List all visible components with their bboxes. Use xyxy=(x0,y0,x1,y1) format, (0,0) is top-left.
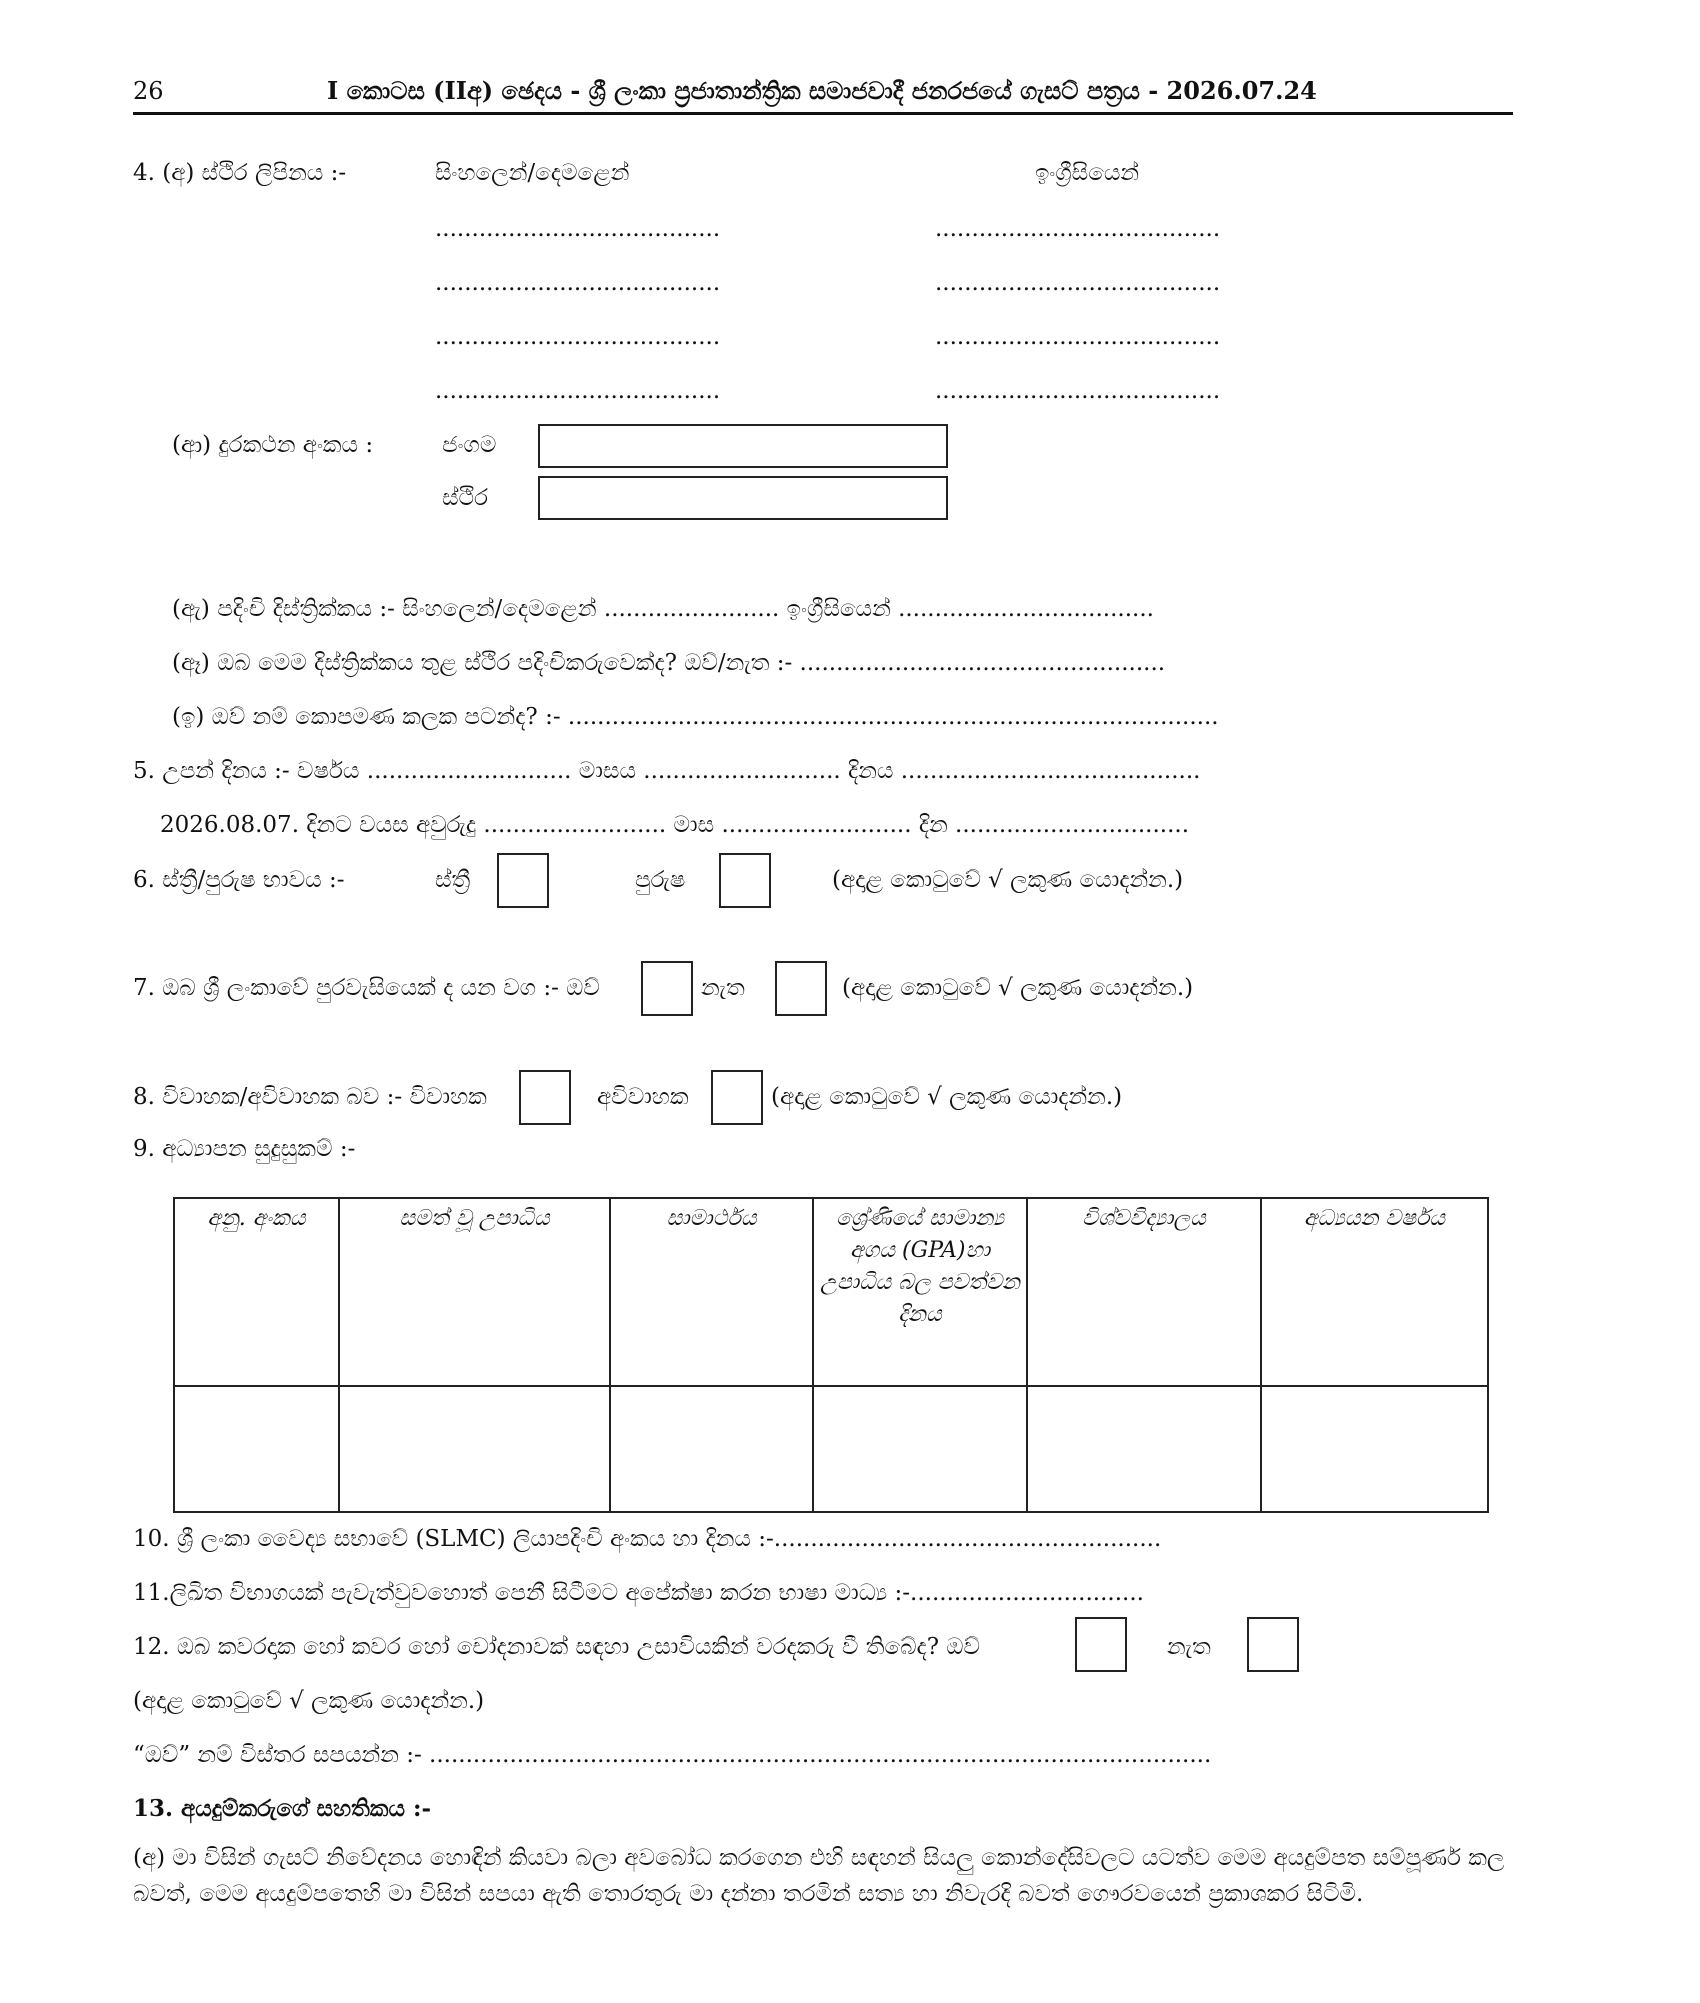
address-line-en-1[interactable]: ....................................... xyxy=(935,216,1221,242)
cell-study-year[interactable] xyxy=(1261,1386,1488,1512)
cell-university[interactable] xyxy=(1027,1386,1261,1512)
address-line-si-4[interactable]: ....................................... xyxy=(435,378,721,404)
col-degree: සමත් වූ උපාධිය xyxy=(339,1198,610,1386)
citizen-yes-checkbox[interactable] xyxy=(641,961,693,1016)
female-label: ස්ත්‍රී xyxy=(435,867,471,893)
phone-mobile-box[interactable] xyxy=(538,424,948,468)
phone-label: (ආ) දුරකථන අංකය : xyxy=(172,432,374,458)
q6-label: 6. ස්ත්‍රී/පුරුෂ භාවය :- xyxy=(133,867,345,893)
q9-label: 9. අධ්‍යාපන සුදුසුකම් :- xyxy=(133,1136,356,1162)
col-university: විශ්වවිද්‍යාලය xyxy=(1027,1198,1261,1386)
address-line-si-3[interactable]: ....................................... xyxy=(435,324,721,350)
col-serial-number: අනු. අංකය xyxy=(174,1198,339,1386)
dob-line[interactable]: 5. උපන් දිනය :- වර්ෂය ............................ මාසය ........................... දිනය ......................................... xyxy=(133,758,1201,784)
male-label: පුරුෂ xyxy=(635,867,686,893)
q4-col-sinhala: සිංහලෙන්/දෙමළෙන් xyxy=(435,160,630,186)
convicted-no-label: නැත xyxy=(1167,1634,1211,1660)
education-table xyxy=(173,1197,1489,1513)
convicted-no-checkbox[interactable] xyxy=(1247,1617,1299,1672)
district-line[interactable]: (ඇ) පදිංචි දිස්ත්‍රික්කය :- සිංහලෙන්/දෙමළෙන් ........................ ඉංග්‍රීසියෙන් ................................... xyxy=(172,596,1154,622)
page-title: I කොටස (IIඅ) ඡෙදය - ශ්‍රී ලංකා ප්‍රජාතාන්ත්‍රික සමාජවාදී ජනරජයේ ගැසට් පත්‍රය - 2026.07.24 xyxy=(327,76,1317,105)
cell-serial-number[interactable] xyxy=(174,1386,339,1512)
male-checkbox[interactable] xyxy=(719,853,771,908)
q12-note: (අදාළ කොටුවේ √ ලකුණ යොදන්න.) xyxy=(133,1688,485,1714)
q8-note: (අදාළ කොටුවේ √ ලකුණ යොදන්න.) xyxy=(771,1084,1123,1110)
address-line-si-1[interactable]: ....................................... xyxy=(435,216,721,242)
col-study-year: අධ්‍යයන වර්ෂය xyxy=(1261,1198,1488,1386)
address-line-en-4[interactable]: ....................................... xyxy=(935,378,1221,404)
address-line-si-2[interactable]: ....................................... xyxy=(435,270,721,296)
q6-note: (අදාළ කොටුවේ √ ලකුණ යොදන්න.) xyxy=(832,867,1184,893)
language-medium-line[interactable]: 11.ලිඛිත විභාගයක් පැවැත්වුවහොත් පෙනී සිටීමට අපේක්ෂා කරන භාෂා මාධ්‍ය :-................................ xyxy=(133,1580,1144,1606)
cell-pass[interactable] xyxy=(610,1386,813,1512)
education-header-row xyxy=(174,1198,1488,1386)
phone-fixed-box[interactable] xyxy=(538,476,948,520)
q4-col-english: ඉංග්‍රීසියෙන් xyxy=(1035,160,1140,186)
col-gpa-date: ශ්‍රේණියේ සාමාන්‍ය අගය (GPA)හා උපාධිය බල පවත්වන දිනය xyxy=(813,1198,1027,1386)
citizen-no-checkbox[interactable] xyxy=(775,961,827,1016)
phone-fixed-label: ස්ථිර xyxy=(442,485,488,511)
unmarried-checkbox[interactable] xyxy=(711,1070,763,1125)
unmarried-label: අවිවාහක xyxy=(597,1084,689,1110)
resident-line[interactable]: (ඈ) ඔබ මෙම දිස්ත්‍රික්කය තුළ ස්ථිර පදිංචිකරුවෙක්ද? ඔව්/නැත :- .................................................. xyxy=(172,650,1166,676)
address-line-en-2[interactable]: ....................................... xyxy=(935,270,1221,296)
slmc-line[interactable]: 10. ශ්‍රී ලංකා වෛද්‍ය සභාවේ (SLMC) ලියාපදිංචි අංකය හා දිනය :-..................................................... xyxy=(133,1526,1162,1552)
cell-gpa-date[interactable] xyxy=(813,1386,1027,1512)
q7-note: (අදාළ කොටුවේ √ ලකුණ යොදන්න.) xyxy=(842,975,1194,1001)
col-pass: සාමාර්ථය xyxy=(610,1198,813,1386)
education-entry-row xyxy=(174,1386,1488,1512)
q12-label: 12. ඔබ කවරදාක හෝ කවර හෝ චෝදනාවක් සඳහා උසාවියකින් වරදකරු වී තිබේද? ඔව් xyxy=(133,1634,980,1660)
convicted-yes-checkbox[interactable] xyxy=(1075,1617,1127,1672)
married-checkbox[interactable] xyxy=(519,1070,571,1125)
q7-label: 7. ඔබ ශ්‍රී ලංකාවේ පුරවැසියෙක් ද යන වග :- ඔව් xyxy=(133,975,600,1001)
page-number: 26 xyxy=(133,77,164,105)
q4-label: 4. (අ) ස්ථිර ලිපිනය :- xyxy=(133,160,347,186)
cell-degree[interactable] xyxy=(339,1386,610,1512)
header-rule xyxy=(133,112,1513,115)
address-line-en-3[interactable]: ....................................... xyxy=(935,324,1221,350)
conviction-details-line[interactable]: “ඔව්” නම් විස්තර සපයන්න :- ........................................................................................................... xyxy=(133,1742,1212,1768)
citizen-no-label: නැත xyxy=(701,975,745,1001)
q8-label: 8. විවාහක/අවිවාහක බව :- විවාහක xyxy=(133,1084,487,1110)
declaration-paragraph: (අ) මා විසින් ගැසට් නිවේදනය හොඳින් කියවා බලා අවබෝධ කරගෙන එහි සඳහන් සියලු කොන්දේසිවලට යටත්ව මෙම අයදුම්පත සම්පූර්ණ කල බවත්, මෙම අයදුම්පතෙහි මා විසින් සපයා ඇති තොරතුරු මා දන්නා තරමින් සත්‍ය හා නිවැරදි බවත් ගෞරවයෙන් ප්‍රකාශකර සිටිමි. xyxy=(133,1845,1505,1907)
phone-mobile-label: ජංගම xyxy=(442,432,497,458)
age-line[interactable]: 2026.08.07. දිනට වයස අවුරුදු ......................... මාස .......................... දින ................................ xyxy=(160,812,1190,838)
female-checkbox[interactable] xyxy=(497,853,549,908)
resident-since-line[interactable]: (ඉ) ඔව් නම් කොපමණ කලක පටන්ද? :- ......................................................................................... xyxy=(172,704,1219,730)
q13-label: 13. අයදුම්කරුගේ සහතිකය :- xyxy=(133,1795,432,1822)
